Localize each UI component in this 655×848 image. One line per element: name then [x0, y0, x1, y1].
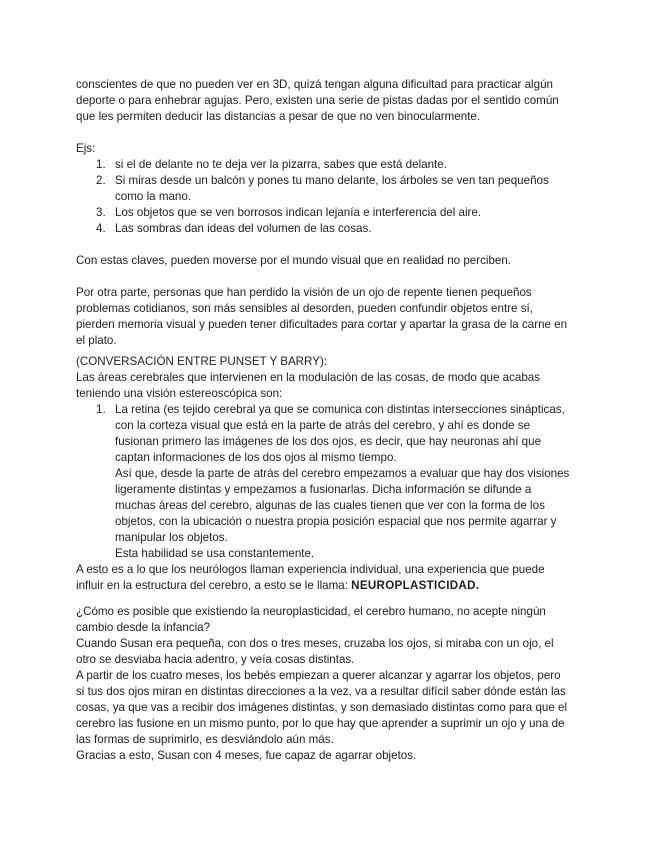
text-line: objetos, con la ubicación o nuestra propia posición espacial que nos permite agarrar y — [115, 515, 557, 528]
text-line — [76, 578, 596, 594]
text-line: Así que, desde la parte de atrás del cerebro empezamos a evaluar que hay dos visiones — [115, 467, 570, 480]
examples-label: Ejs: — [76, 142, 96, 155]
text-line: Las sombras dan ideas del volumen de las cosas. — [115, 222, 372, 235]
list-item — [76, 205, 596, 221]
list-item — [76, 221, 596, 237]
text-line: muchas áreas del cerebro, algunas de las cuales tienen que ver con la forma de los — [115, 499, 545, 512]
text-line: pierden memoria visual y pueden tener dificultades para cortar y apartar la grasa de la carne en — [76, 318, 568, 331]
claves-paragraph — [76, 253, 596, 269]
text-line: si tus dos ojos miran en distintas direcciones a la vez, va a resultar difícil saber dónde están las — [76, 685, 566, 698]
list-item — [76, 402, 596, 562]
text-line: cosas, ya que vas a recibir dos imágenes distintas, y son demasiado distintas como para que el — [76, 701, 568, 714]
text-line: Gracias a esto, Susan con 4 meses, fue capaz de agarrar objetos. — [76, 749, 417, 762]
text-line: como la mano. — [115, 190, 192, 203]
text-line: conscientes de que no pueden ver en 3D, quizá tengan alguna dificultad para practicar algún — [76, 78, 553, 91]
text-line: las formas de suprimirlo, es desviándolo aún más. — [76, 733, 334, 746]
text-line: Cuando Susan era pequeña, con dos o tres meses, cruzaba los ojos, si miraba con un ojo, el — [76, 637, 554, 650]
susan-paragraph — [76, 604, 596, 764]
text-line: A partir de los cuatro meses, los bebés empiezan a querer alcanzar y agarrar los objetos, pero — [76, 669, 561, 682]
examples-section — [76, 141, 596, 237]
list-number: 2. — [96, 174, 106, 187]
text-line: manipular los objetos. — [115, 531, 228, 544]
text-line: A esto es a lo que los neurólogos llaman experiencia individual, una experiencia que puede — [76, 563, 545, 576]
text-line: cambio desde la infancia? — [76, 621, 211, 634]
intro-paragraph — [76, 77, 596, 125]
text-line: deporte o para enhebrar agujas. Pero, existen una serie de pistas dadas por el sentido común — [76, 94, 559, 107]
text-line: si el de delante no te deja ver la pizarra, sabes que está delante. — [115, 158, 447, 171]
text-line: Las áreas cerebrales que intervienen en la modulación de las cosas, de modo que acabas — [76, 371, 541, 384]
list-number: 4. — [96, 222, 106, 235]
text-line: teniendo una visión estereoscópica son: — [76, 387, 283, 400]
list-number: 1. — [96, 158, 106, 171]
text-fragment: influir en la estructura del cerebro, a esto se le llama: — [76, 579, 352, 592]
neuroplasticity-keyword: NEUROPLASTICIDAD. — [351, 579, 480, 592]
text-line: Si miras desde un balcón y pones tu mano delante, los árboles se ven tan pequeños — [115, 174, 549, 187]
conversation-heading: (CONVERSACIÓN ENTRE PUNSET Y BARRY): — [76, 355, 328, 368]
text-line: fusionan primero las imágenes de los dos ojos, es decir, que hay neuronas ahí que — [115, 435, 542, 448]
text-line: problemas cotidianos, son más sensibles al desorden, pueden confundir objetos entre sí, — [76, 302, 533, 315]
text-line: otro se desviaba hacia adentro, y veía cosas distintas. — [76, 653, 355, 666]
text-line: Esta habilidad se usa constantemente. — [115, 547, 315, 560]
list-number: 3. — [96, 206, 106, 219]
text-line: captan informaciones de los dos ojos al mismo tiempo. — [115, 451, 397, 464]
text-line: Los objetos que se ven borrosos indican lejanía e interferencia del aire. — [115, 206, 482, 219]
list-number: 1. — [96, 403, 106, 416]
conversation-section — [76, 354, 596, 594]
list-item — [76, 157, 596, 173]
text-line: Por otra parte, personas que han perdido la visión de un ojo de repente tienen pequeños — [76, 286, 532, 299]
text-line: que les permiten deducir las distancias a pesar de que no ven binocularmente. — [76, 110, 481, 123]
text-line: ligeramente distintas y empezamos a fusionarlas. Dicha información se difunde a — [115, 483, 532, 496]
text-line: Con estas claves, pueden moverse por el mundo visual que en realidad no perciben. — [76, 254, 512, 267]
list-item — [76, 173, 596, 205]
text-line: con la corteza visual que está en la parte de atrás del cerebro, y ahí es donde se — [115, 419, 531, 432]
text-line: ¿Cómo es posible que existiendo la neuroplasticidad, el cerebro humano, no acepte ningún — [76, 605, 546, 618]
text-line: La retina (es tejido cerebral ya que se comunica con distintas intersecciones sinápticas, — [115, 403, 565, 416]
text-line: cerebro las fusione en un mismo punto, por lo que hay que aprender a suprimir un ojo y una de — [76, 717, 565, 730]
text-line: el plato. — [76, 334, 117, 347]
monocular-paragraph — [76, 285, 596, 349]
